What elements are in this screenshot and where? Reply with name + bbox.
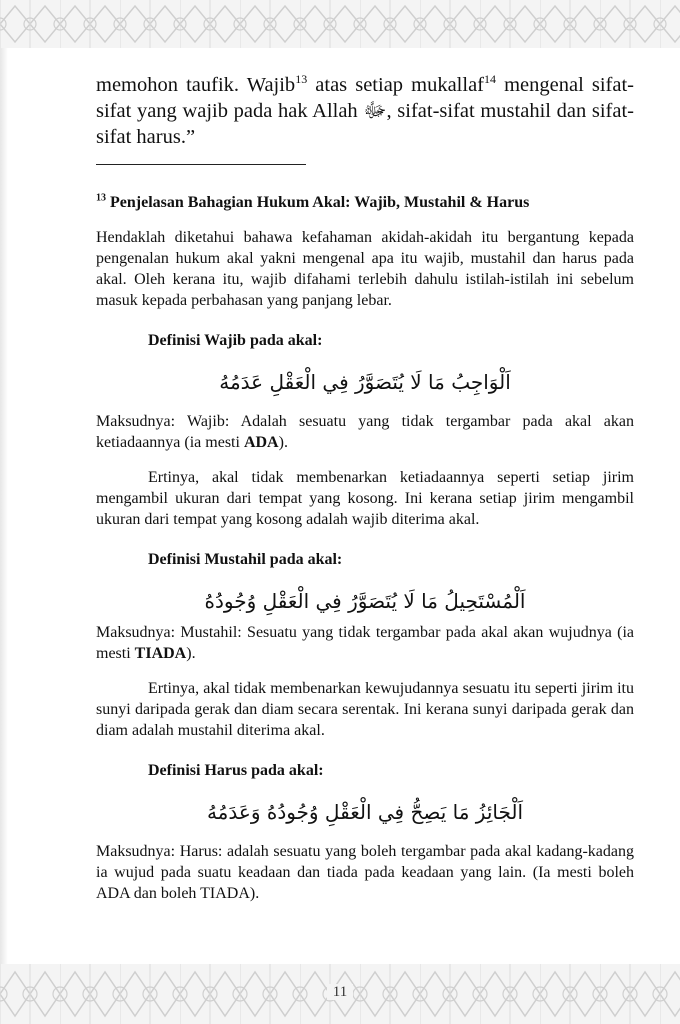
harus-heading: Definisi Harus pada akal: [148, 762, 324, 779]
footnote-intro: Hendaklah diketahui bahawa kefahaman akidah-akidah itu bergantung kepada pengenalan hukum akal yakni mengenal apa itu wajib, mustahil dan harus pada akal. Oleh kerana itu, wajib difahami terlebih dahulu istilah-istilah ini sebelum masuk kepada perbahasan yang panjang lebar. [96, 229, 634, 309]
mustahil-meaning [96, 622, 634, 664]
lead-text-3: mengenal sifat-sifat yang wajib pada hak Allah ﷻ, sifat-sifat mustahil dan sifat-sifat harus.” [96, 74, 634, 148]
wajib-explanation: Ertinya, akal tidak membenarkan ketiadaannya seperti setiap jirim mengambil ukuran dari tempat yang kosong. Ini kerana setiap jirim mengambil ukuran dari tempat yang kosong adalah wajib diterima akal. [96, 469, 634, 528]
wajib-meaning [96, 411, 634, 453]
wajib-heading: Definisi Wajib pada akal: [148, 332, 323, 349]
mustahil-meaning-text: Maksudnya: Mustahil: Sesuatu yang tidak tergambar pada akal akan wujudnya (ia mesti [96, 624, 634, 662]
page-edge-shadow [0, 0, 8, 1024]
footnote-number: 13 [96, 192, 106, 204]
mustahil-explanation: Ertinya, akal tidak membenarkan kewujudannya sesuatu itu seperti jirim itu sunyi daripada gerak dan diam secara serentak. Ini kerana sunyi daripada gerak dan diam adalah mustahil diterima akal. [96, 680, 634, 739]
harus-arabic-definition: اَلْجَائِزُ مَا يَصِحُّ فِي الْعَقْلِ وُجُودُهُ وَعَدَمُهُ [206, 800, 524, 824]
lead-text-2: atas setiap mukallaf [307, 74, 484, 96]
page-content [96, 72, 634, 904]
harus-meaning: Maksudnya: Harus: adalah sesuatu yang boleh tergambar pada akal kadang-kadang ia wujud pada suatu keadaan dan tiada pada keadaan yang lain. (Ia mesti boleh ADA dan boleh TIADA). [96, 843, 634, 902]
page-number-text: 11 [327, 984, 353, 1000]
top-ornamental-border [0, 0, 680, 48]
wajib-meaning-bold: ADA [243, 434, 279, 451]
footnote-ref-13[interactable]: 13 [295, 72, 308, 87]
mustahil-meaning-bold: TIADA [134, 645, 187, 662]
mustahil-heading: Definisi Mustahil pada akal: [148, 551, 343, 568]
wajib-arabic-definition: اَلْوَاجِبُ مَا لَا يُتَصَوَّرُ فِي الْعَقْلِ عَدَمُهُ [219, 370, 511, 394]
mustahil-arabic-definition: اَلْمُسْتَحِيلُ مَا لَا يُتَصَوَّرُ فِي الْعَقْلِ وُجُودُهُ [204, 589, 526, 613]
wajib-meaning-suffix: ). [278, 434, 288, 451]
lead-text-1: memohon taufik. Wajib [96, 74, 296, 96]
footnote-title: Penjelasan Bahagian Hukum Akal: Wajib, Mustahil & Harus [110, 194, 530, 211]
lead-paragraph [96, 72, 634, 150]
mustahil-meaning-suffix: ). [186, 645, 196, 662]
footnote-divider [96, 164, 306, 165]
wajib-meaning-text: Maksudnya: Wajib: Adalah sesuatu yang tidak tergambar pada akal akan ketiadaannya (ia mesti [96, 413, 634, 451]
footnote-ref-14[interactable]: 14 [484, 72, 496, 87]
footnote-heading [96, 193, 634, 213]
page-number [0, 984, 680, 1001]
